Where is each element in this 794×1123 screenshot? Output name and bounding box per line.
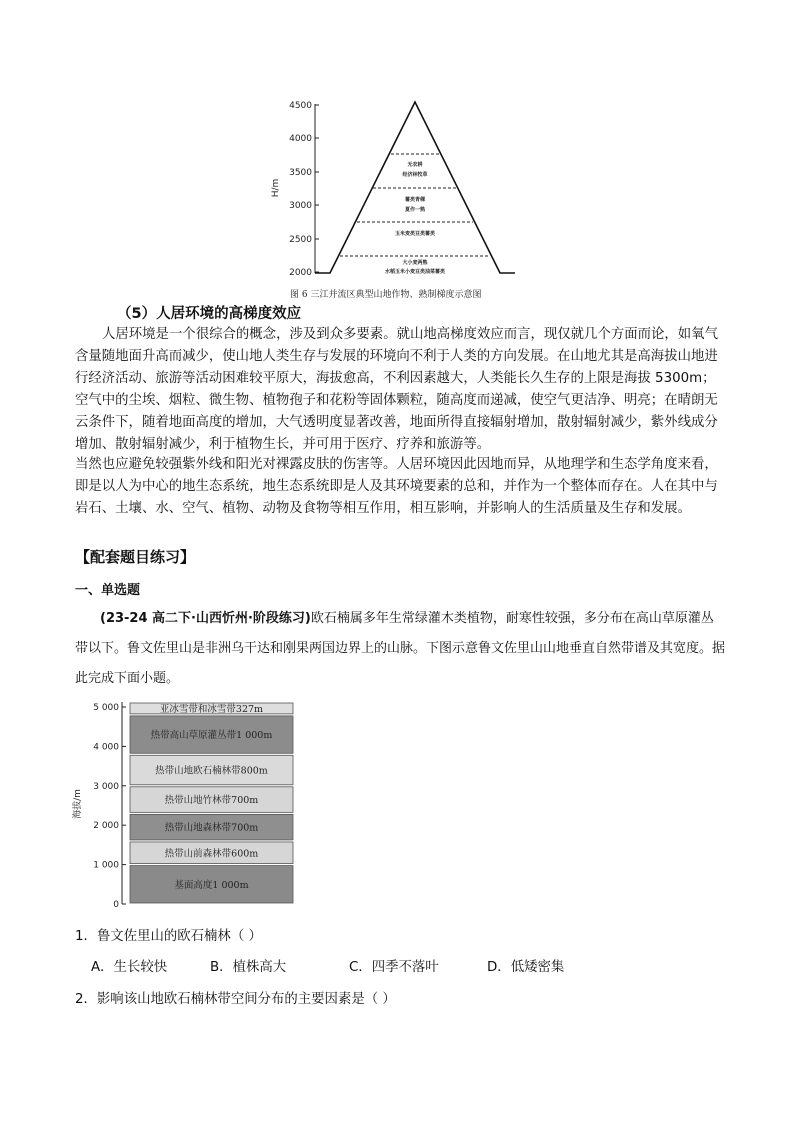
single-choice-heading: 一、单选题 xyxy=(75,583,141,598)
altitude-band-label: 热带高山草原灌丛带1 000m xyxy=(150,730,273,742)
chart-y-tick-label: 3 000 xyxy=(93,781,119,792)
fig-tick-2500: 2500 xyxy=(289,235,312,245)
option-a[interactable]: A．生长较快 xyxy=(91,960,168,975)
altitude-band-label: 热带山地森林带700m xyxy=(164,822,259,834)
altitude-band-label: 热带山前森林带600m xyxy=(164,848,259,860)
altitude-band-label: 热带山地竹林带700m xyxy=(164,795,259,807)
fig-tick-4000: 4000 xyxy=(289,134,312,144)
fig-y-axis-label: H/m xyxy=(271,178,281,198)
fig-tick-2000: 2000 xyxy=(289,268,312,278)
paragraph: 人居环境是一个很综合的概念，涉及到众多要素。就山地高梯度效应而言，现仅就几个方面而论，如氧气含量随地面升高而减少，使山地人类生存与发展的环境向不利于人类的方向发展。在山地尤其是高海拔山地进行经济活动、旅游等活动困难较平原大，海拔愈高，不利因素越大，人类能长久生存的上限是海拔 5300m；空气中的尘埃、烟粒、微生物、植物孢子和花粉等固体颗粒，随高度而递减，使空气更洁净、明亮；在晴朗无云条件下，随着地面高度的增加，大气透明度显著改善，地面所得直接辐射增加，散射辐射减少，紫外线成分增加、散射辐射减少，利于植物生长，并可用于医疗、疗养和旅游等。 xyxy=(75,327,718,452)
practice-heading: 【配套题目练习】 xyxy=(75,548,196,566)
chart-y-tick-label: 1 000 xyxy=(93,860,119,871)
chart-y-tick-label: 5 000 xyxy=(93,703,119,713)
option-d[interactable]: D．低矮密集 xyxy=(487,960,565,975)
zone-label: 经济林牧草 xyxy=(402,172,428,178)
zone-label: 水稻玉米小麦豆类油菜薯类 xyxy=(384,269,446,275)
question-intro xyxy=(75,604,725,694)
chart-y-axis-label: 海拔/m xyxy=(73,789,83,819)
figure-caption: 图 6 三江并流区典型山地作物、熟制梯度示意图 xyxy=(290,290,482,300)
altitude-band-label: 热带山地欧石楠林带800m xyxy=(155,765,268,777)
chart-y-tick-label: 0 xyxy=(113,900,119,910)
altitude-belt-chart xyxy=(72,694,312,914)
option-b[interactable]: B．植株高大 xyxy=(210,960,287,975)
zone-label: 玉米麦类豆类薯类 xyxy=(394,231,436,237)
fig-tick-3000: 3000 xyxy=(289,201,312,211)
zone-label: 薯类青稞 xyxy=(404,197,426,203)
altitude-band-label: 亚冰雪带和冰雪带327m xyxy=(159,703,264,715)
section-heading: （5）人居环境的高梯度效应 xyxy=(117,306,302,322)
option-c[interactable]: C．四季不落叶 xyxy=(349,960,439,975)
question-1-stem: 1．鲁文佐里山的欧石楠林（ ） xyxy=(75,929,262,944)
mountain-crop-gradient-figure xyxy=(270,96,540,306)
question-intro-text: 欧石楠属多年生常绿灌木类植物，耐寒性较强，多分布在高山草原灌丛带以下。鲁文佐里山是非洲乌干达和刚果两国边界上的山脉。下图示意鲁文佐里山山地垂直自然带谱及其宽度。据此完成下面小题。 xyxy=(75,611,726,686)
fig-tick-3500: 3500 xyxy=(289,168,312,178)
chart-y-tick-label: 4 000 xyxy=(93,742,119,753)
question-source: (23-24 高二下·山西忻州·阶段练习) xyxy=(100,611,311,626)
zone-label: 无农耕 xyxy=(407,162,423,168)
paragraph: 当然也应避免较强紫外线和阳光对裸露皮肤的伤害等。人居环境因此因地而异，从地理学和生态学角度来看，即是以人为中心的地生态系统，地生态系统即是人及其环境要素的总和，并作为一个整体而存在。人在其中与岩石、土壤、水、空气、植物、动物及食物等相互作用，相互影响，并影响人的生活质量及生存和发展。 xyxy=(75,457,718,516)
fig-tick-4500: 4500 xyxy=(289,101,312,111)
chart-y-tick-label: 2 000 xyxy=(93,821,119,832)
zone-label: 大小麦两熟 xyxy=(402,260,428,266)
zone-label: 夏作一熟 xyxy=(404,207,426,213)
altitude-band-label: 基面高度1 000m xyxy=(174,879,249,891)
question-2-stem: 2．影响该山地欧石楠林带空间分布的主要因素是（ ） xyxy=(75,992,396,1007)
